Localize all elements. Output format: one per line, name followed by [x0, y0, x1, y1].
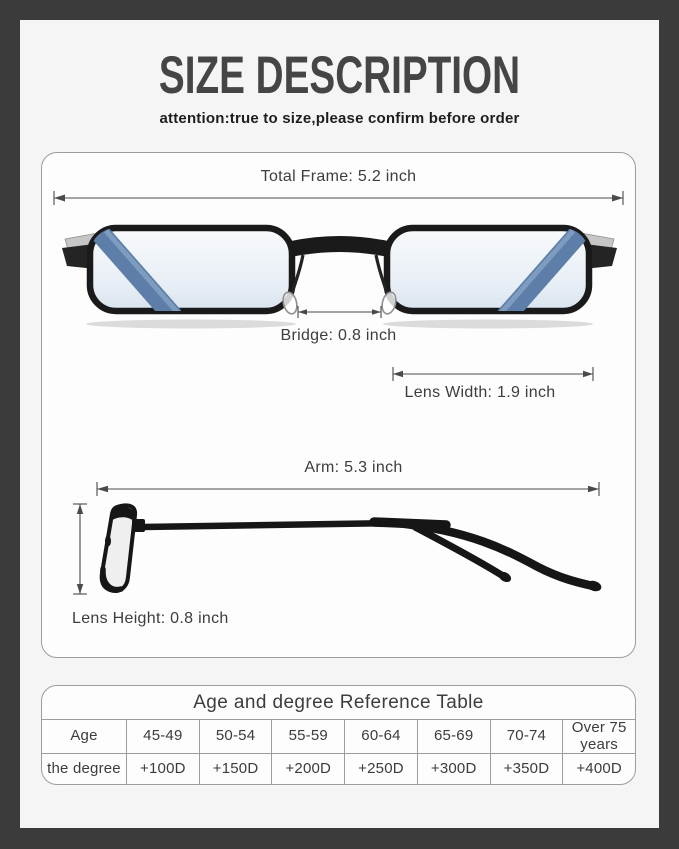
table-cell: Over 75 years [562, 720, 635, 753]
glasses-diagram-graphic [42, 153, 635, 657]
table-cell: +250D [344, 753, 417, 785]
size-diagram-panel [41, 152, 636, 658]
glasses-side-view [102, 505, 603, 592]
table-cell: +150D [199, 753, 272, 785]
table-cell: +350D [490, 753, 563, 785]
arm-dimension-line [97, 482, 599, 496]
arm-label: Arm: 5.3 inch [304, 459, 403, 476]
reference-table [42, 720, 635, 785]
table-cell: 45-49 [126, 720, 199, 753]
bridge-dimension-line [298, 306, 381, 318]
page-title: SIZE DESCRIPTION [158, 46, 521, 105]
table-cell: +400D [562, 753, 635, 785]
glasses-front-view [62, 228, 617, 329]
total-frame-label: Total Frame: 5.2 inch [260, 168, 417, 185]
table-cell: +100D [126, 753, 199, 785]
table-row-label: the degree [42, 753, 126, 785]
lens-height-label: Lens Height: 0.8 inch [72, 610, 229, 627]
table-cell: +300D [417, 753, 490, 785]
table-cell: 55-59 [271, 720, 344, 753]
table-row-label: Age [70, 727, 98, 745]
table-cell: 70-74 [490, 720, 563, 753]
total-frame-dimension-line [54, 191, 623, 205]
bridge-label: Bridge: 0.8 inch [280, 327, 397, 344]
lens-width-label: Lens Width: 1.9 inch [404, 384, 556, 401]
lens-height-dimension-line [73, 504, 87, 594]
table-cell: +200D [271, 753, 344, 785]
table-cell: 60-64 [344, 720, 417, 753]
lens-width-dimension-line [393, 367, 593, 381]
table-title: Age and degree Reference Table [42, 686, 635, 720]
table-cell: 50-54 [199, 720, 272, 753]
table-cell: 65-69 [417, 720, 490, 753]
content-area [20, 20, 659, 828]
reference-table-panel [41, 685, 636, 785]
page-subtitle: attention:true to size,please confirm before order [159, 110, 520, 128]
header [20, 46, 659, 127]
